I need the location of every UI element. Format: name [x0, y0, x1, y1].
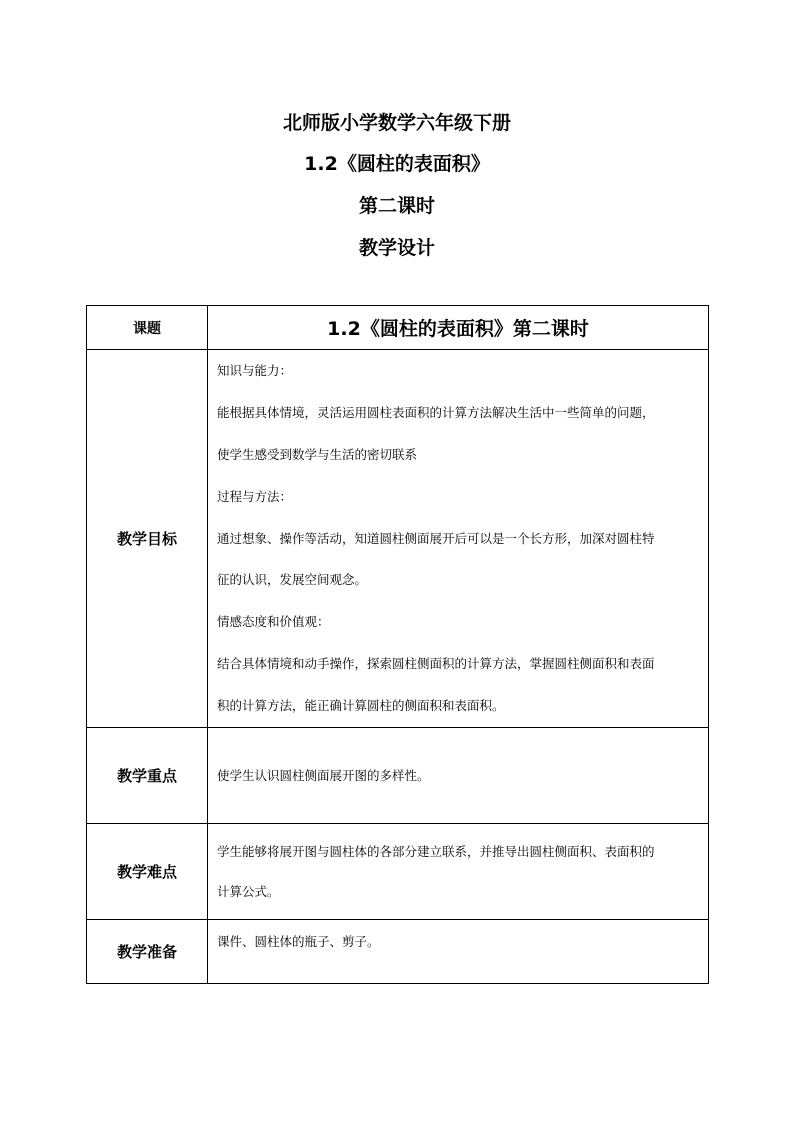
objectives-line: 知识与能力： [217, 363, 293, 378]
difficulties-label: 教学难点 [87, 824, 208, 920]
objectives-line: 积的计算方法，能正确计算圆柱的侧面积和表面积。 [217, 698, 505, 714]
objectives-line: 征的认识，发展空间观念。 [217, 572, 368, 588]
difficulties-line: 计算公式。 [217, 883, 280, 899]
topic-value: 1.2《圆柱的表面积》第二课时 [208, 306, 709, 350]
objectives-line: 通过想象、操作等活动，知道圆柱侧面展开后可以是一个长方形，加深对圆柱特 [217, 530, 655, 546]
difficulties-content [208, 824, 709, 920]
key-points-label: 教学重点 [87, 728, 208, 824]
table-row-topic [87, 306, 709, 350]
doc-title-period: 第二课时 [358, 195, 435, 217]
key-points-value: 使学生认识圆柱侧面展开图的多样性。 [208, 728, 709, 824]
objectives-line: 过程与方法： [217, 488, 293, 504]
lesson-plan-table [86, 305, 709, 984]
doc-title-lesson: 1.2《圆柱的表面积》 [304, 153, 490, 175]
difficulties-line: 学生能够将展开图与圆柱体的各部分建立联系，并推导出圆柱侧面积、表面积的 [217, 843, 655, 859]
doc-title-type: 教学设计 [358, 237, 435, 259]
topic-label: 课题 [87, 306, 208, 350]
objectives-line: 情感态度和价值观： [217, 614, 330, 630]
objectives-label: 教学目标 [87, 350, 208, 728]
objectives-line: 结合具体情境和动手操作，探索圆柱侧面积的计算方法，掌握圆柱侧面积和表面 [217, 656, 655, 672]
table-row-difficulties [87, 824, 709, 920]
objectives-content [208, 350, 709, 728]
objectives-line: 能根据具体情境，灵活运用圆柱表面积的计算方法解决生活中一些简单的问题， [217, 404, 655, 420]
objectives-line: 使学生感受到数学与生活的密切联系 [217, 446, 418, 462]
preparation-label: 教学准备 [87, 920, 208, 984]
doc-title-grade: 北师版小学数学六年级下册 [282, 112, 511, 134]
preparation-value: 课件、圆柱体的瓶子、剪子。 [208, 920, 709, 984]
table-row-preparation [87, 920, 709, 984]
table-row-objectives [87, 350, 709, 728]
table-row-key-points [87, 728, 709, 824]
